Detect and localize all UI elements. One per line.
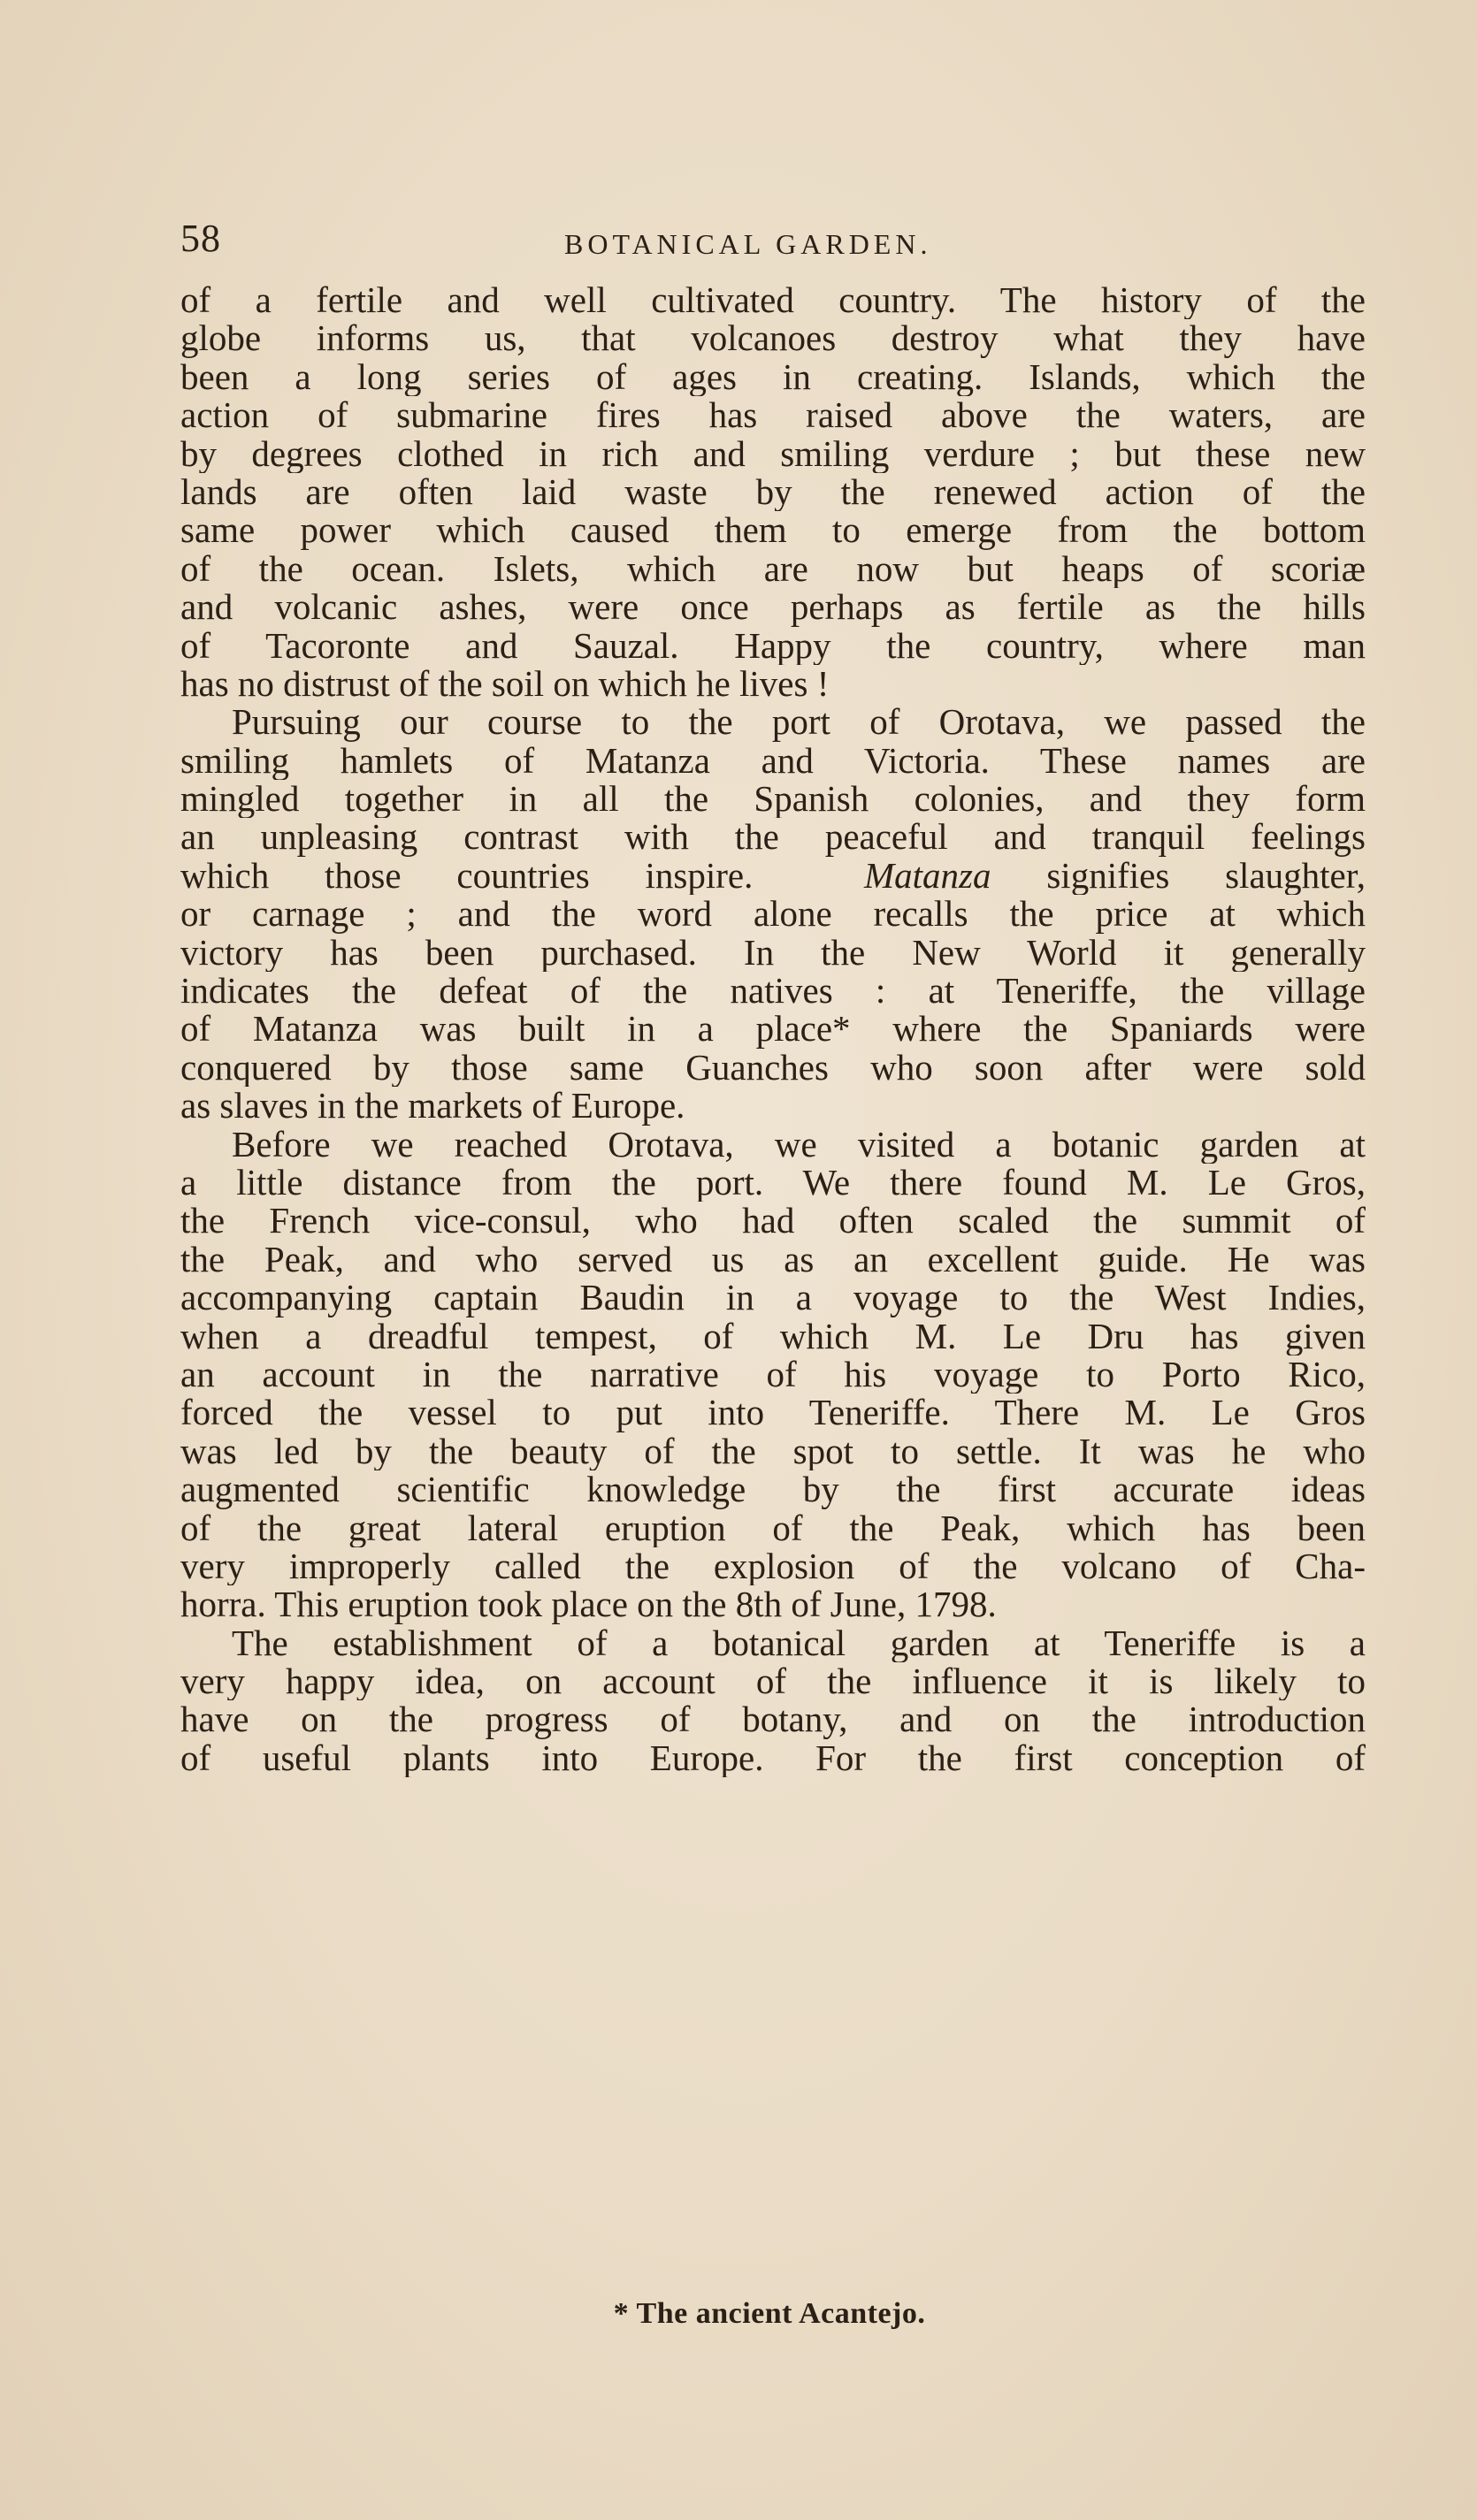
text-line: indicates the defeat of the natives : at Teneriffe, the village: [180, 972, 1366, 1011]
text-line: very improperly called the explosion of the volcano of Cha-: [180, 1546, 1366, 1586]
text-line: very happy idea, on account of the influence it is likely to: [180, 1662, 1366, 1701]
text-line: has no distrust of the soil on which he lives !: [180, 664, 830, 704]
text-line: augmented scientific knowledge by the first accurate ideas: [180, 1470, 1366, 1509]
text-line: when a dreadful tempest, of which M. Le Dru has given: [180, 1317, 1366, 1355]
text-line: accompanying captain Baudin in a voyage to the West Indies,: [180, 1279, 1366, 1317]
text-line: lands are often laid waste by the renewed action of the: [180, 472, 1366, 512]
text-line: an unpleasing contrast with the peaceful and tranquil feelings: [180, 818, 1366, 857]
text-line: victory has been purchased. In the New World it generally: [180, 933, 1366, 973]
text-line-with-italic: [180, 857, 1366, 895]
text-line: of the ocean. Islets, which are now but heaps of scoriæ: [180, 549, 1366, 589]
text-line: The establishment of a botanical garden at Teneriffe is a: [232, 1623, 1366, 1663]
text-line: action of submarine fires has raised above the waters, are: [180, 396, 1366, 435]
footnote-marker: *: [613, 2297, 630, 2330]
text-line: mingled together in all the Spanish colonies, and they form: [180, 780, 1366, 819]
page-number: 58: [180, 217, 221, 260]
text-line: have on the progress of botany, and on the introduction: [180, 1700, 1366, 1739]
text-line: as slaves in the markets of Europe.: [180, 1087, 685, 1126]
text-line: of useful plants into Europe. For the first conception of: [180, 1738, 1366, 1778]
text-line: an account in the narrative of his voyage to Porto Rico,: [180, 1355, 1366, 1394]
text-line: the Peak, and who served us as an excellent guide. He was: [180, 1240, 1366, 1279]
text-line: been a long series of ages in creating. Islands, which the: [180, 357, 1366, 397]
running-head: [0, 212, 1477, 265]
text-line: horra. This eruption took place on the 8th of June, 1798.: [180, 1585, 997, 1624]
text-line: forced the vessel to put into Teneriffe. There M. Le Gros: [180, 1394, 1366, 1432]
text-line: of Tacoronte and Sauzal. Happy the country, where man: [180, 626, 1366, 665]
text-line: a little distance from the port. We there found M. Le Gros,: [180, 1163, 1366, 1203]
text-line: globe informs us, that volcanoes destroy what they have: [180, 319, 1366, 358]
text-segment: signifies slaughter,: [1046, 856, 1366, 896]
body-text: [180, 281, 1366, 1777]
text-line: of a fertile and well cultivated country. The history of the: [180, 281, 1366, 320]
text-line: Before we reached Orotava, we visited a botanic garden at: [232, 1125, 1366, 1164]
text-line: the French vice-consul, who had often scaled the summit of: [180, 1202, 1366, 1241]
text-segment: which those countries inspire.: [180, 856, 754, 896]
text-line: and volcanic ashes, were once perhaps as fertile as the hills: [180, 588, 1366, 627]
footnote-text: The ancient Acantejo.: [636, 2297, 926, 2330]
italic-term: Matanza: [864, 856, 991, 896]
text-line: conquered by those same Guanches who soon after were sold: [180, 1048, 1366, 1088]
text-line: or carnage ; and the word alone recalls the price at which: [180, 895, 1366, 934]
text-line: of the great lateral eruption of the Peak, which has been: [180, 1508, 1366, 1547]
text-line: same power which caused them to emerge from the bottom: [180, 511, 1366, 550]
text-line: smiling hamlets of Matanza and Victoria. These names are: [180, 741, 1366, 781]
footnote: [0, 2292, 1477, 2336]
text-line: Pursuing our course to the port of Orotava, we passed the: [232, 703, 1366, 742]
text-line: was led by the beauty of the spot to settle. It was he who: [180, 1432, 1366, 1471]
running-title: BOTANICAL GARDEN.: [564, 228, 932, 260]
text-line: by degrees clothed in rich and smiling verdure ; but these new: [180, 434, 1366, 473]
text-line: of Matanza was built in a place* where the Spaniards were: [180, 1010, 1366, 1049]
